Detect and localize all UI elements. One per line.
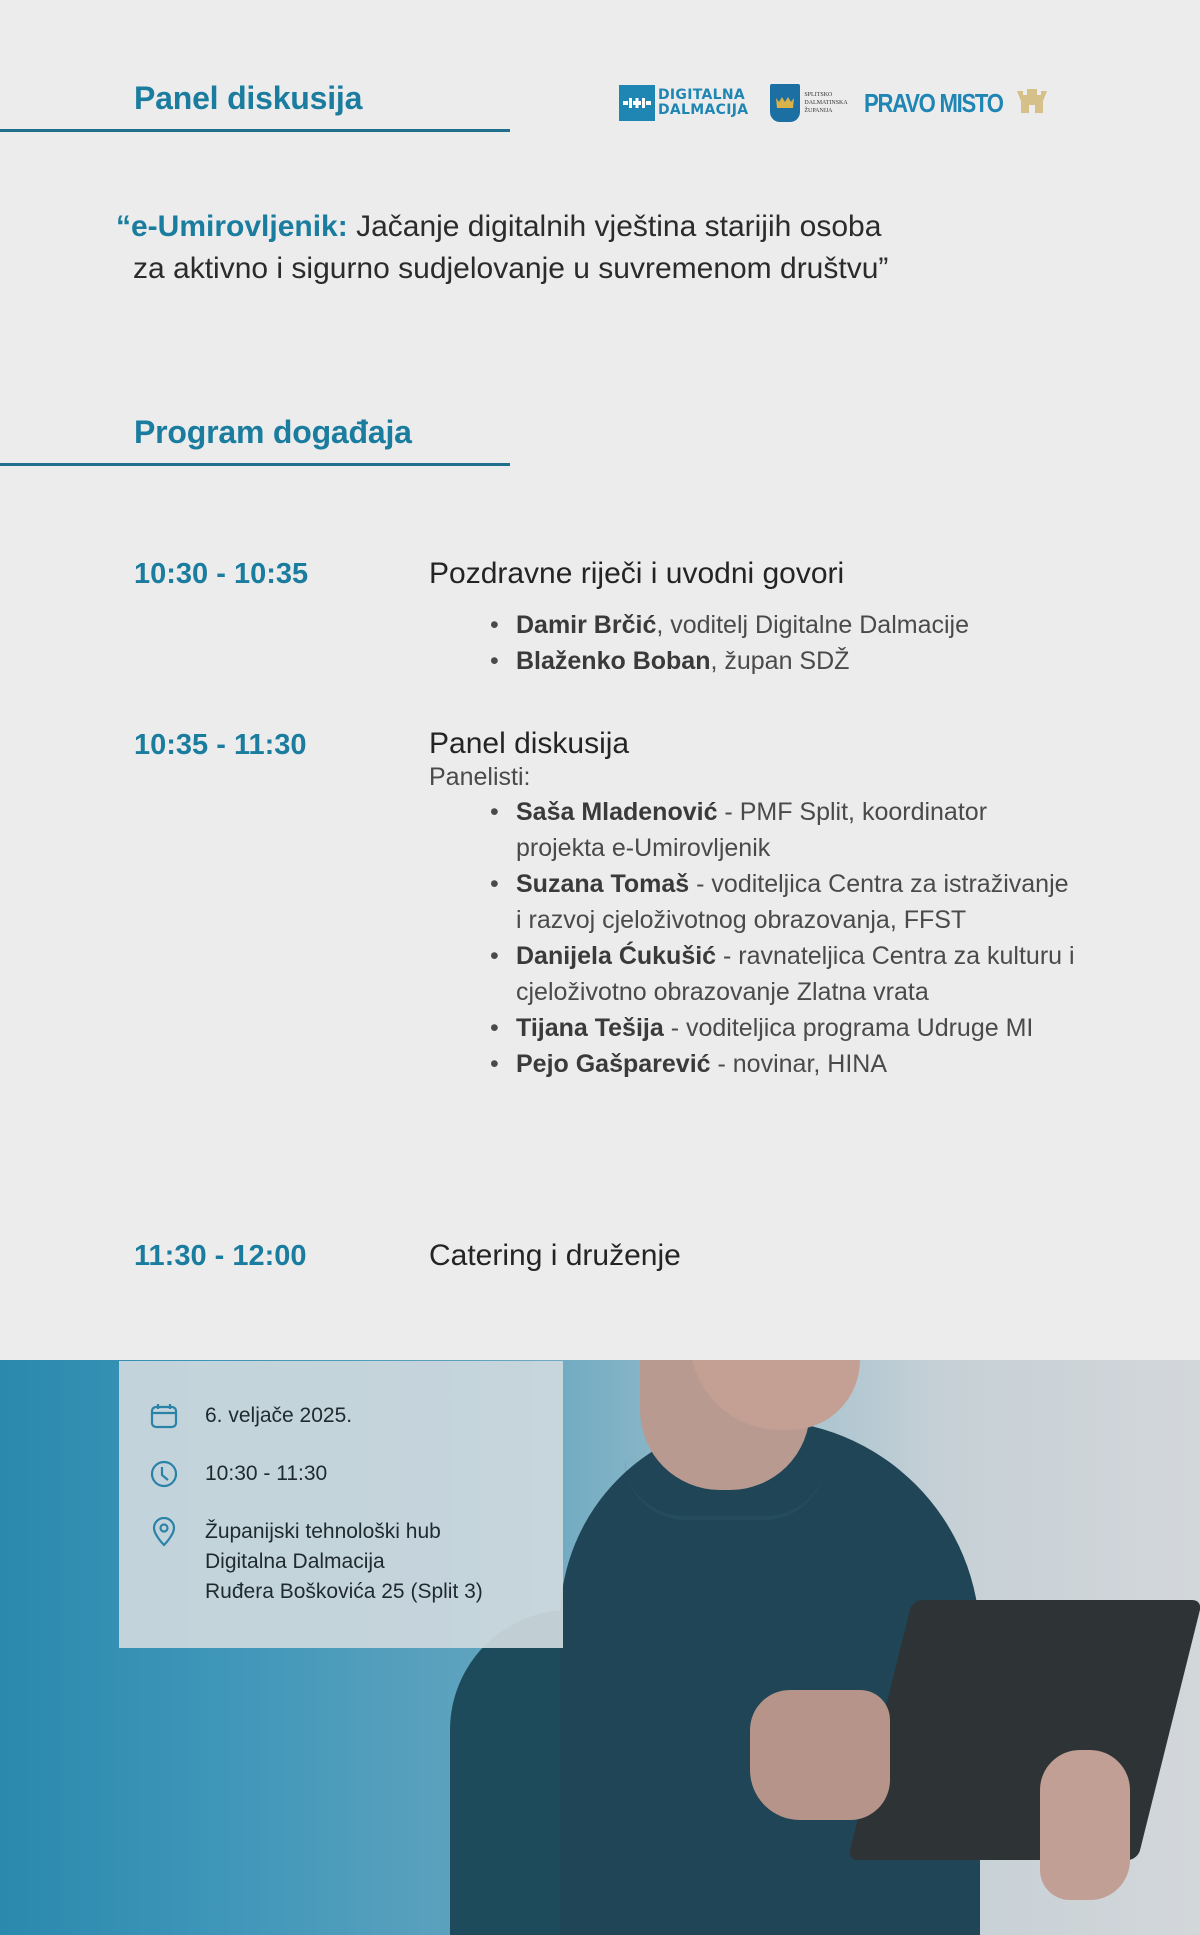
person-role: - voditeljica Centra za istraživanje i razvoj cjeloživotnog obrazovanja, FFST (516, 870, 1069, 934)
digitalna-dalmacija-mark-icon (619, 85, 655, 121)
digitalna-dalmacija-logo (619, 85, 748, 121)
sdz-line2: DALMATINSKA (804, 100, 848, 106)
location-line3: Ruđera Boškovića 25 (Split 3) (205, 1580, 483, 1603)
person-role: - novinar, HINA (710, 1050, 888, 1078)
county-shield-icon (770, 84, 800, 122)
person-role: , župan SDŽ (710, 647, 850, 675)
castle-icon (1015, 87, 1049, 119)
photo-right-hand (1040, 1750, 1130, 1900)
clock-icon (149, 1459, 179, 1489)
pravo-misto-text: PRAVO MISTO (863, 87, 1003, 118)
photo-left-hand (750, 1690, 890, 1820)
list-item (516, 1046, 1076, 1082)
event-date: 6. veljače 2025. (205, 1404, 353, 1427)
slot-subtitle: Panelisti: (429, 763, 531, 791)
info-time (149, 1459, 327, 1489)
panel-heading (0, 76, 510, 132)
person-role: - ravnateljica Centra za kulturu i cjeloživotno obrazovanje Zlatna vrata (516, 942, 1075, 1006)
slot-title: Pozdravne riječi i uvodni govori (429, 557, 845, 590)
person-name: Damir Brčić (516, 611, 657, 639)
event-time: 10:30 - 11:30 (205, 1462, 328, 1485)
event-info-box (119, 1361, 563, 1648)
event-title-highlight: “e-Umirovljenik: (116, 210, 348, 243)
info-location (149, 1517, 483, 1607)
program-heading-text: Program događaja (134, 414, 412, 450)
person-name: Tijana Tešija (516, 1014, 664, 1042)
speaker-list (516, 607, 1109, 679)
event-title (116, 206, 1116, 290)
person-name: Suzana Tomaš (516, 870, 690, 898)
slot-title: Catering i druženje (429, 1239, 681, 1272)
slot-time: 11:30 - 12:00 (134, 1240, 307, 1272)
location-line1: Županijski tehnološki hub (205, 1520, 441, 1543)
person-role: - PMF Split, koordinator projekta e-Umirovljenik (516, 798, 988, 862)
list-item (516, 1010, 1076, 1046)
event-title-line2: za aktivno i sigurno sudjelovanje u suvremenom društvu” (133, 252, 889, 285)
photo-collar (625, 1460, 825, 1520)
person-name: Saša Mladenović (516, 798, 718, 826)
event-title-line1: Jačanje digitalnih vještina starijih osoba (347, 210, 882, 243)
person-name: Danijela Ćukušić (516, 942, 717, 970)
list-item (516, 607, 1109, 643)
dd-line1: DIGITALNA (658, 87, 746, 103)
person-name: Pejo Gašparević (516, 1050, 711, 1078)
person-role: , voditelj Digitalne Dalmacije (656, 611, 969, 639)
list-item (516, 643, 1109, 679)
sdz-line1: SPLITSKO (804, 92, 833, 98)
pravo-misto-logo (864, 87, 1049, 119)
splitsko-dalmatinska-zupanija-logo (770, 84, 847, 122)
calendar-icon (149, 1401, 179, 1431)
location-pin-icon (149, 1517, 179, 1547)
slot-time: 10:30 - 10:35 (134, 558, 309, 590)
sdz-line3: ŽUPANIJA (804, 108, 833, 114)
program-heading (0, 410, 510, 466)
slot-time: 10:35 - 11:30 (134, 729, 307, 761)
list-item (516, 794, 1076, 866)
partner-logos (619, 83, 1049, 123)
list-item (516, 938, 1076, 1010)
panel-heading-text: Panel diskusija (134, 80, 363, 116)
info-date (149, 1401, 352, 1431)
list-item (516, 866, 1076, 938)
person-name: Blaženko Boban (516, 647, 711, 675)
person-role: - voditeljica programa Udruge MI (663, 1014, 1034, 1042)
panelist-list (516, 794, 1076, 1082)
dd-line2: DALMACIJA (658, 102, 749, 118)
location-line2: Digitalna Dalmacija (205, 1550, 385, 1573)
slot-title: Panel diskusija (429, 727, 630, 760)
